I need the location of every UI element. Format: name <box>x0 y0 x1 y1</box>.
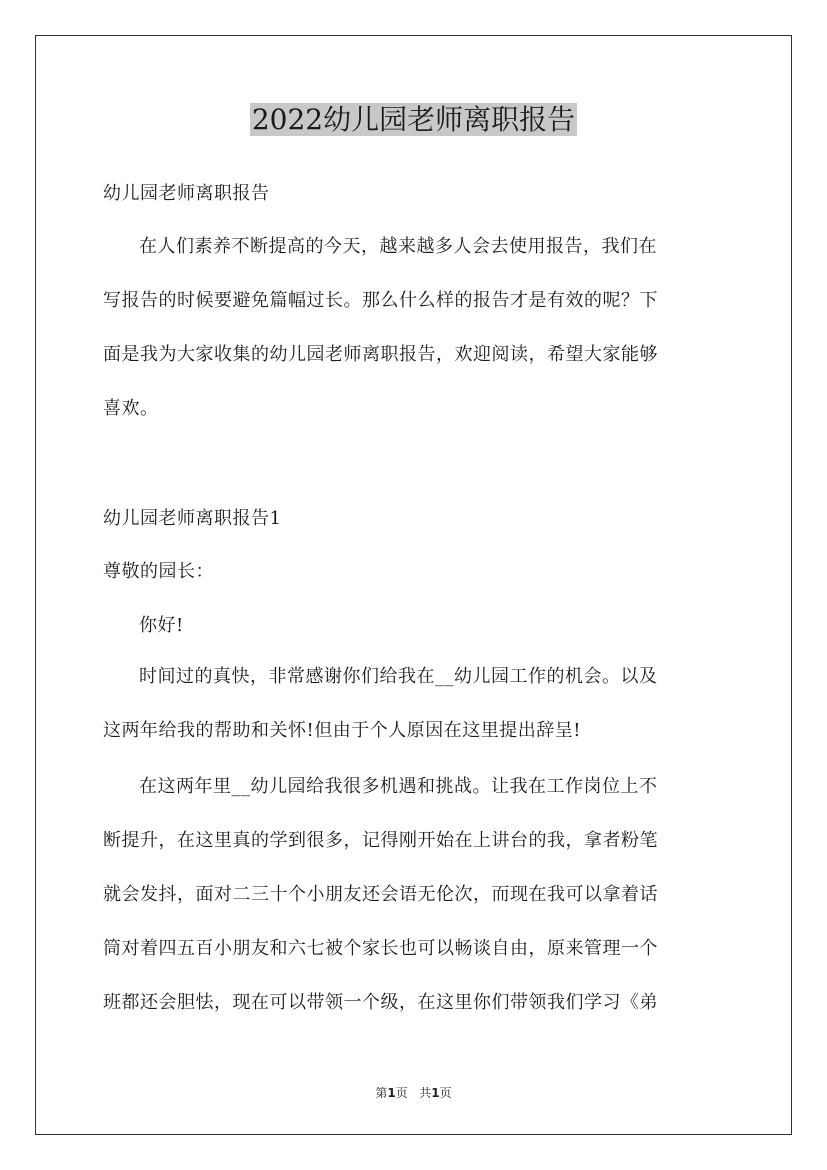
document-subtitle: 幼儿园老师离职报告 <box>103 183 270 204</box>
intro-paragraph <box>103 220 725 436</box>
page-prefix: 第 <box>375 1086 388 1100</box>
greeting: 你好! <box>139 615 184 636</box>
intro-line-1: 在人们素养不断提高的今天，越来越多人会去使用报告，我们在 <box>139 236 657 257</box>
total-suffix: 页 <box>439 1086 452 1100</box>
paragraph-2-line-1: 在这两年里__幼儿园给我很多机遇和挑战。让我在工作岗位上不 <box>139 776 658 797</box>
document-title-text: 2022幼儿园老师离职报告 <box>251 103 576 136</box>
intro-line-3: 面是我为大家收集的幼儿园老师离职报告，欢迎阅读，希望大家能够 <box>103 344 658 365</box>
paragraph-2-line-5: 班都还会胆怯，现在可以带领一个级，在这里你们带领我们学习《弟 <box>103 992 658 1013</box>
total-prefix: 共 <box>419 1086 432 1100</box>
paragraph-1 <box>103 650 725 758</box>
document-title <box>0 100 827 140</box>
page-footer <box>0 1084 827 1102</box>
total-pages: 1 <box>431 1086 440 1100</box>
intro-line-2: 写报告的时候要避免篇幅过长。那么什么样的报告才是有效的呢？下 <box>103 290 658 311</box>
page-suffix: 页 <box>395 1086 408 1100</box>
intro-line-4: 喜欢。 <box>103 398 159 419</box>
paragraph-2-line-3: 就会发抖，面对二三十个小朋友还会语无伦次，而现在我可以拿着话 <box>103 884 658 905</box>
salutation: 尊敬的园长： <box>103 561 214 582</box>
page-number: 1 <box>387 1086 396 1100</box>
paragraph-1-line-2: 这两年给我的帮助和关怀!但由于个人原因在这里提出辞呈! <box>103 720 581 741</box>
paragraph-2 <box>103 760 725 1030</box>
paragraph-2-line-2: 断提升，在这里真的学到很多，记得刚开始在上讲台的我，拿者粉笔 <box>103 830 658 851</box>
paragraph-2-line-4: 筒对着四五百小朋友和六七被个家长也可以畅谈自由，原来管理一个 <box>103 938 658 959</box>
paragraph-1-line-1: 时间过的真快，非常感谢你们给我在__幼儿园工作的机会。以及 <box>139 666 658 687</box>
section-title: 幼儿园老师离职报告1 <box>103 508 282 529</box>
